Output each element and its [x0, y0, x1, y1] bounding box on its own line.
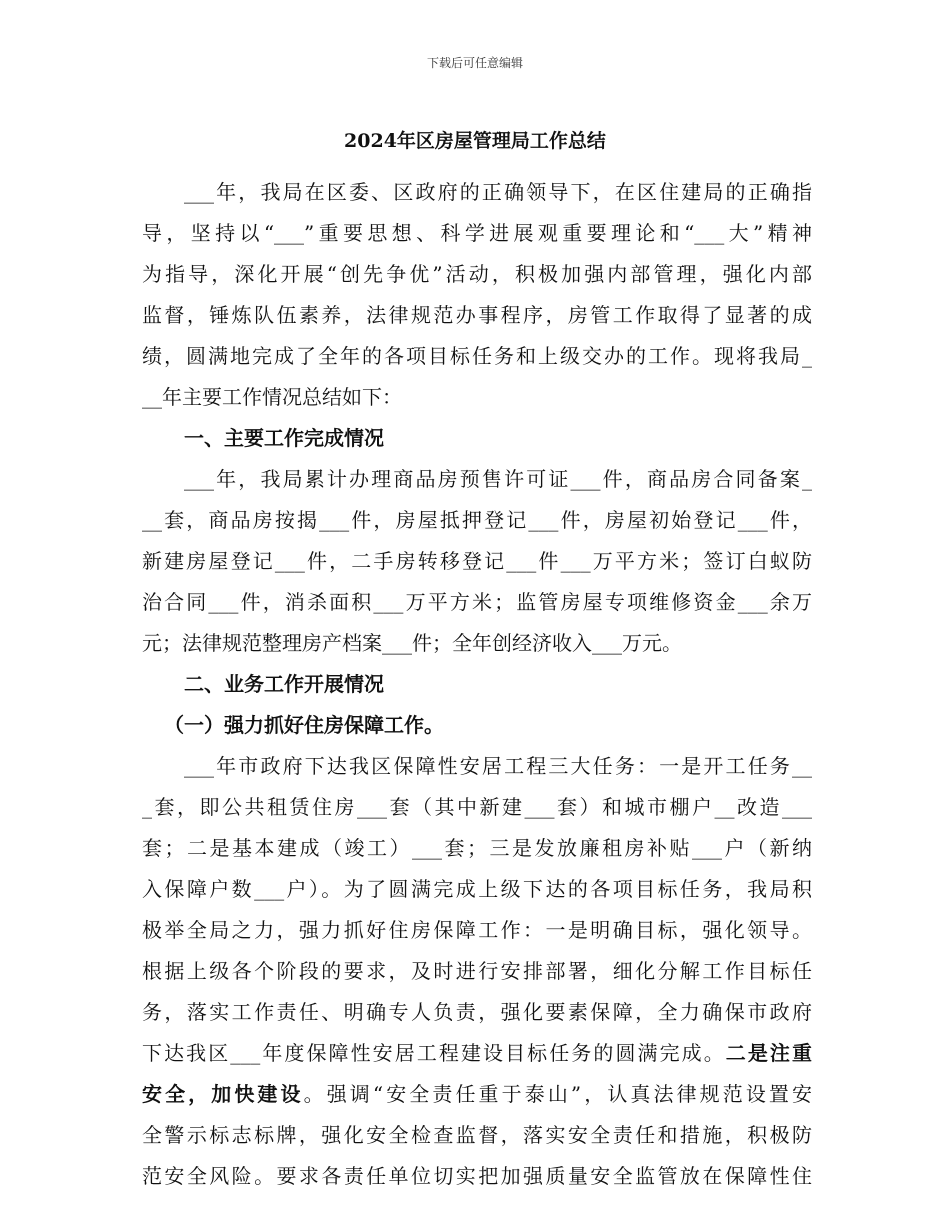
- paragraph-line: 极举全局之力，强力抓好住房保障工作：一是明确目标，强化领导。: [142, 918, 812, 942]
- paragraph-line: 新建房屋登记___件，二手房转移登记___件___万平方米；签订白蚁防: [142, 549, 812, 573]
- paragraph-line: ___年，我局在区委、区政府的正确领导下，在区住建局的正确指: [184, 180, 812, 204]
- line-text: 。强调“安全责任重于泰山”，认真法律规范设置安: [303, 1082, 812, 1106]
- paragraph-line: [142, 1033, 812, 1074]
- paragraph-line: 务，落实工作责任、明确专人负责，强化要素保障，全力确保市政府: [142, 1000, 812, 1024]
- paragraph-line: 入保障户数___户）。为了圆满完成上级下达的各项目标任务，我局积: [142, 877, 812, 901]
- paragraph-line: 全警示标志标牌，强化安全检查监督，落实安全责任和措施，积极防: [142, 1123, 812, 1147]
- paragraph-line: [142, 1074, 812, 1115]
- paragraph-line: 导，坚持以“___”重要思想、科学进展观重要理论和“___大”精神: [142, 221, 812, 245]
- header-note: 下载后可任意编辑: [426, 56, 523, 70]
- paragraph-line: 套；二是基本建成（竣工）___套；三是发放廉租房补贴___户（新纳: [142, 836, 812, 860]
- bold-phrase: 安全，加快建设: [142, 1082, 304, 1106]
- line-text: 下达我区___年度保障性安居工程建设目标任务的圆满完成。: [142, 1041, 726, 1065]
- paragraph-line: 绩，圆满地完成了全年的各项目标任务和上级交办的工作。现将我局_: [142, 344, 812, 368]
- paragraph-line: __套，商品房按揭___件，房屋抵押登记___件，房屋初始登记___件，: [142, 508, 812, 532]
- bold-phrase: 二是注重: [725, 1041, 812, 1065]
- section-heading: 一、主要工作完成情况: [184, 426, 384, 450]
- paragraph-line: 范安全风险。要求各责任单位切实把加强质量安全监管放在保障性住: [142, 1164, 812, 1188]
- paragraph-line: 监督，锤炼队伍素养，法律规范办事程序，房管工作取得了显著的成: [142, 303, 812, 327]
- section-heading: 二、业务工作开展情况: [184, 672, 384, 696]
- paragraph-line: 根据上级各个阶段的要求，及时进行安排部署，细化分解工作目标任: [142, 959, 812, 983]
- paragraph-line: _套，即公共租赁住房___套（其中新建___套）和城市棚户__改造___: [142, 795, 812, 819]
- document-body: [142, 172, 812, 1197]
- paragraph-line: ___年，我局累计办理商品房预售许可证___件，商品房合同备案_: [184, 467, 812, 491]
- document-title: 2024年区房屋管理局工作总结: [344, 130, 606, 152]
- paragraph-line: __年主要工作情况总结如下：: [142, 385, 402, 409]
- paragraph-line: 治合同___件，消杀面积___万平方米；监管房屋专项维修资金___余万: [142, 590, 812, 614]
- paragraph-line: 元；法律规范整理房产档案___件；全年创经济收入___万元。: [142, 631, 682, 655]
- paragraph-line: ___年市政府下达我区保障性安居工程三大任务：一是开工任务__: [184, 754, 812, 778]
- paragraph-line: 为指导，深化开展“创先争优”活动，积极加强内部管理，强化内部: [142, 262, 812, 286]
- subsection-heading: （一）强力抓好住房保障工作。: [164, 713, 444, 737]
